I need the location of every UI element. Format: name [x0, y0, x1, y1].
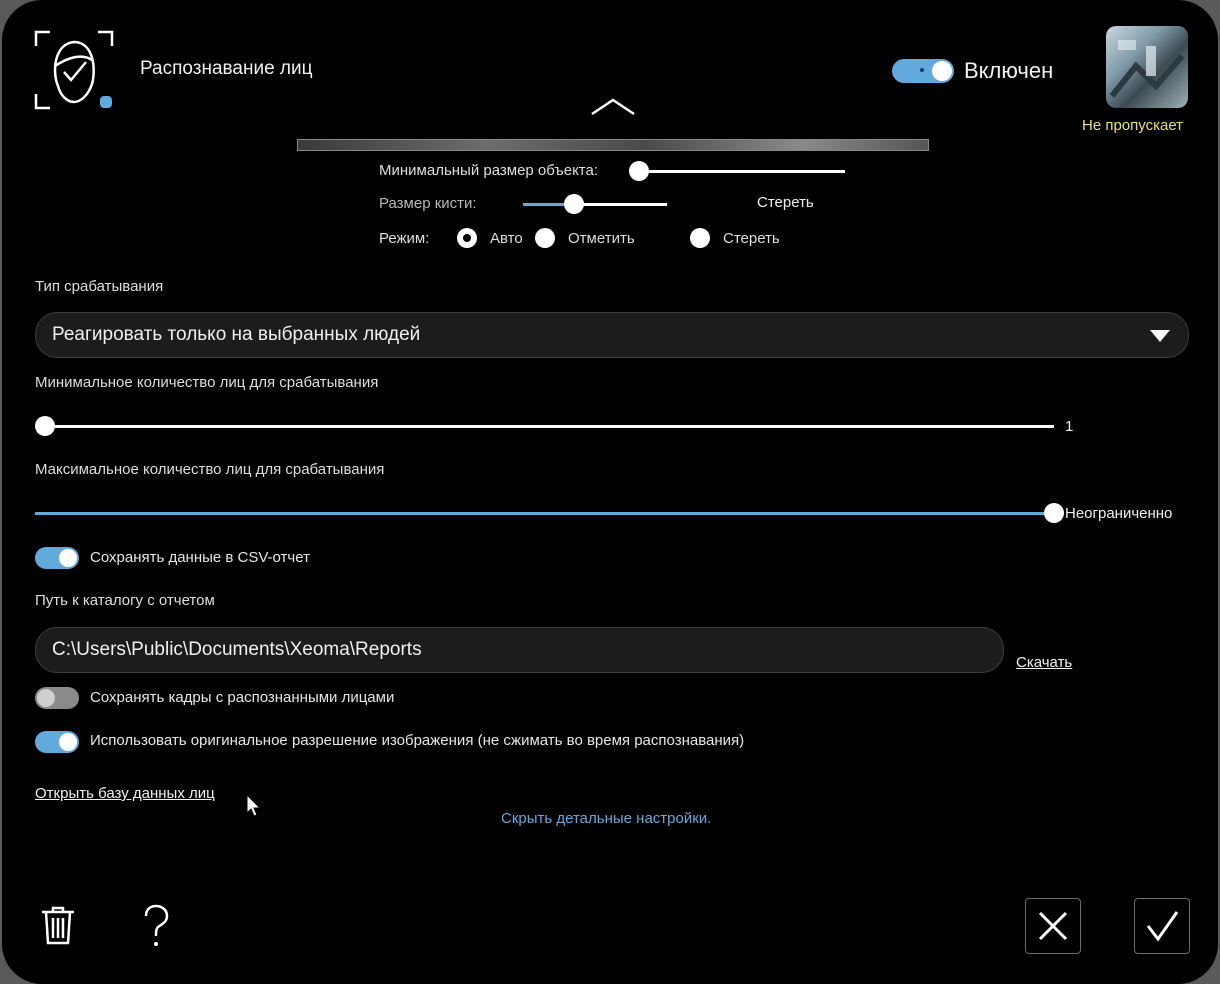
slider-thumb[interactable] [35, 416, 55, 436]
min-object-size-slider[interactable] [639, 170, 845, 173]
mode-erase-radio[interactable] [690, 228, 710, 248]
face-recognition-icon [34, 30, 116, 110]
mode-auto-label: Авто [490, 230, 523, 247]
help-icon[interactable] [142, 904, 170, 953]
hide-details-link[interactable]: Скрыть детальные настройки. [501, 810, 712, 827]
cancel-button[interactable] [1025, 898, 1081, 954]
mode-auto-radio[interactable] [457, 228, 477, 248]
camera-status: Не пропускает [1082, 117, 1184, 134]
toggle-knob [59, 549, 77, 567]
trash-icon[interactable] [40, 905, 76, 950]
min-faces-value: 1 [1065, 418, 1074, 435]
slider-thumb[interactable] [564, 194, 584, 214]
max-faces-slider[interactable] [35, 512, 1054, 515]
confirm-button[interactable] [1134, 898, 1190, 954]
trigger-type-value: Реагировать только на выбранных людей [52, 324, 421, 345]
enabled-toggle[interactable] [892, 59, 954, 83]
download-link[interactable]: Скачать [1016, 654, 1073, 671]
trigger-type-select[interactable] [35, 312, 1189, 358]
camera-preview-strip [297, 139, 929, 151]
mode-mark-label: Отметить [568, 230, 635, 247]
brush-size-label: Размер кисти: [379, 195, 477, 212]
report-path-value: C:\Users\Public\Documents\Xeoma\Reports [52, 639, 422, 660]
mode-mark-radio[interactable] [535, 228, 555, 248]
erase-button[interactable]: Стереть [757, 194, 814, 211]
slider-thumb[interactable] [629, 161, 649, 181]
original-resolution-toggle[interactable] [35, 731, 79, 753]
min-faces-slider[interactable] [45, 425, 1054, 428]
save-frames-label: Сохранять кадры с распознанными лицами [90, 689, 395, 706]
mode-erase-label: Стереть [723, 230, 780, 247]
toggle-knob [37, 689, 55, 707]
chevron-up-icon[interactable] [590, 96, 636, 116]
slider-thumb[interactable] [1044, 503, 1064, 523]
max-faces-value: Неограниченно [1065, 505, 1173, 522]
settings-dialog [2, 0, 1218, 984]
mode-label: Режим: [379, 230, 430, 247]
trigger-type-label: Тип срабатывания [35, 278, 164, 295]
save-csv-label: Сохранять данные в CSV-отчет [90, 549, 310, 566]
close-icon [1026, 899, 1080, 953]
report-path-input[interactable] [35, 627, 1004, 673]
min-object-size-label: Минимальный размер объекта: [379, 162, 599, 179]
cursor-icon [246, 794, 262, 823]
open-faces-db-link[interactable]: Открыть базу данных лиц [35, 785, 215, 802]
camera-thumbnail[interactable] [1106, 26, 1188, 108]
save-csv-toggle[interactable] [35, 547, 79, 569]
enabled-label: Включен [964, 58, 1054, 83]
toggle-dot [920, 68, 924, 72]
report-path-label: Путь к каталогу с отчетом [35, 592, 215, 609]
caret-down-icon [1150, 329, 1170, 347]
min-faces-label: Минимальное количество лиц для срабатывания [35, 374, 379, 391]
brush-size-slider[interactable] [523, 203, 667, 206]
max-faces-label: Максимальное количество лиц для срабатывания [35, 461, 385, 478]
original-resolution-label: Использовать оригинальное разрешение изображения (не сжимать во время распознавания) [90, 732, 745, 749]
check-icon [1135, 899, 1189, 953]
save-frames-toggle[interactable] [35, 687, 79, 709]
toggle-knob [932, 61, 952, 81]
page-title: Распознавание лиц [140, 58, 313, 79]
toggle-knob [59, 733, 77, 751]
